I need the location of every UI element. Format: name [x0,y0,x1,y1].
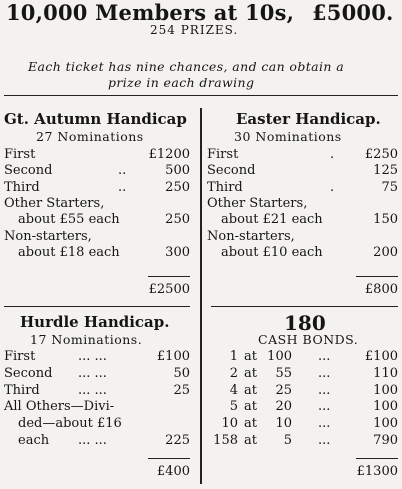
bond-value: 100 [373,399,398,415]
bond-count: 4 [229,382,238,398]
autumn-row-value: 250 [165,179,190,195]
bond-at: at [244,399,257,415]
autumn-row-label: about £18 each [18,244,120,260]
hurdle-total: £400 [156,464,190,479]
hurdle-row-value: £100 [156,349,190,364]
autumn-row-label: Second [4,163,53,179]
easter-row-label: Second [207,163,256,179]
horizontal-rule-left [4,306,190,307]
hurdle-sum-rule [148,458,190,459]
bond-amount: 20 [275,399,292,415]
bond-count: 158 [213,433,238,448]
hurdle-row-leader: ... ... [78,382,107,398]
title-members: 10,000 Members at 10s, [6,0,295,25]
hurdle-row-value: 50 [173,365,190,381]
note-line-1: Each ticket has nine chances, and can obtain a [28,59,345,74]
autumn-row-label: First [4,147,36,162]
easter-title: Easter Handicap. [236,110,381,128]
hurdle-row-leader: ... ... [78,365,107,381]
bond-at: at [244,382,257,398]
autumn-row-label: Non-starters, [4,228,92,244]
bonds-number: 180 [284,311,326,335]
bond-at: at [244,365,257,381]
easter-nominations: 30 Nominations [234,129,342,144]
hurdle-row-label: Third [4,382,40,398]
bond-count: 2 [229,365,238,381]
bond-value: 100 [373,416,398,432]
note-line-2: prize in each drawing [108,75,255,90]
hurdle-title: Hurdle Handicap. [20,313,170,331]
easter-row-leader: . [330,147,335,162]
hurdle-row-label: First [4,349,36,364]
bond-value: 110 [373,365,398,381]
hurdle-row-value: 225 [165,433,190,448]
hurdle-row-leader: ... ... [78,433,107,448]
autumn-row-value: 250 [165,212,190,228]
easter-row-label: Non-starters, [207,228,295,244]
autumn-sum-rule [148,276,190,277]
vertical-divider [200,108,202,484]
hurdle-nominations: 17 Nominations. [30,332,143,347]
bond-leader: ... [318,416,331,432]
autumn-total: £2500 [148,282,190,297]
easter-row-value: 200 [373,244,398,260]
autumn-nominations: 27 Nominations [36,129,144,144]
hurdle-row-label: each [18,433,50,448]
hurdle-row-label: All Others—Divi- [4,399,115,415]
bond-leader: ... [318,349,331,364]
autumn-title: Gt. Autumn Handicap [4,110,187,128]
title-total: £5000. [312,0,394,25]
easter-row-label: Other Starters, [207,195,308,211]
easter-total: £800 [364,282,398,297]
bond-value: £100 [364,349,398,364]
hurdle-row-label: Second [4,365,53,381]
bond-leader: ... [318,433,331,448]
easter-row-label: about £10 each [221,244,323,260]
bond-at: at [244,349,257,364]
bonds-total: £1300 [356,464,398,479]
hurdle-row-leader: ... ... [78,349,107,364]
bonds-title: CASH BONDS. [258,332,359,347]
bond-at: at [244,416,257,432]
horizontal-rule-right [211,306,398,307]
bonds-sum-rule [356,458,398,459]
bond-amount: 55 [275,365,292,381]
bond-amount: 10 [275,416,292,432]
bond-value: 100 [373,382,398,398]
autumn-row-label: Other Starters, [4,195,105,211]
horizontal-rule-top [4,95,398,96]
easter-row-value: 125 [373,163,398,179]
autumn-row-value: £1200 [148,147,190,162]
autumn-row-value: 500 [165,163,190,179]
bond-leader: ... [318,382,331,398]
bond-amount: 25 [275,382,292,398]
bond-at: at [244,433,257,448]
bond-leader: ... [318,399,331,415]
easter-row-value: £250 [364,147,398,162]
autumn-row-value: 300 [165,244,190,260]
autumn-row-label: about £55 each [18,212,120,228]
bond-value: 790 [373,433,398,448]
easter-sum-rule [356,276,398,277]
easter-row-label: Third [207,179,243,195]
prizes-count: 254 PRIZES. [150,23,239,37]
easter-row-label: First [207,147,239,162]
hurdle-row-label: ded—about £16 [18,416,122,432]
easter-row-label: about £21 each [221,212,323,228]
easter-row-value: 75 [381,179,398,195]
easter-row-leader: . [330,179,335,195]
bond-leader: ... [318,365,331,381]
bond-count: 10 [221,416,238,432]
bond-amount: 100 [267,349,292,364]
bond-count: 5 [229,399,238,415]
bond-amount: 5 [283,433,292,448]
autumn-row-leader: .. [118,163,127,179]
autumn-row-label: Third [4,179,40,195]
easter-row-value: 150 [373,212,398,228]
autumn-row-leader: .. [118,179,127,195]
hurdle-row-value: 25 [173,382,190,398]
bond-count: 1 [229,349,238,364]
